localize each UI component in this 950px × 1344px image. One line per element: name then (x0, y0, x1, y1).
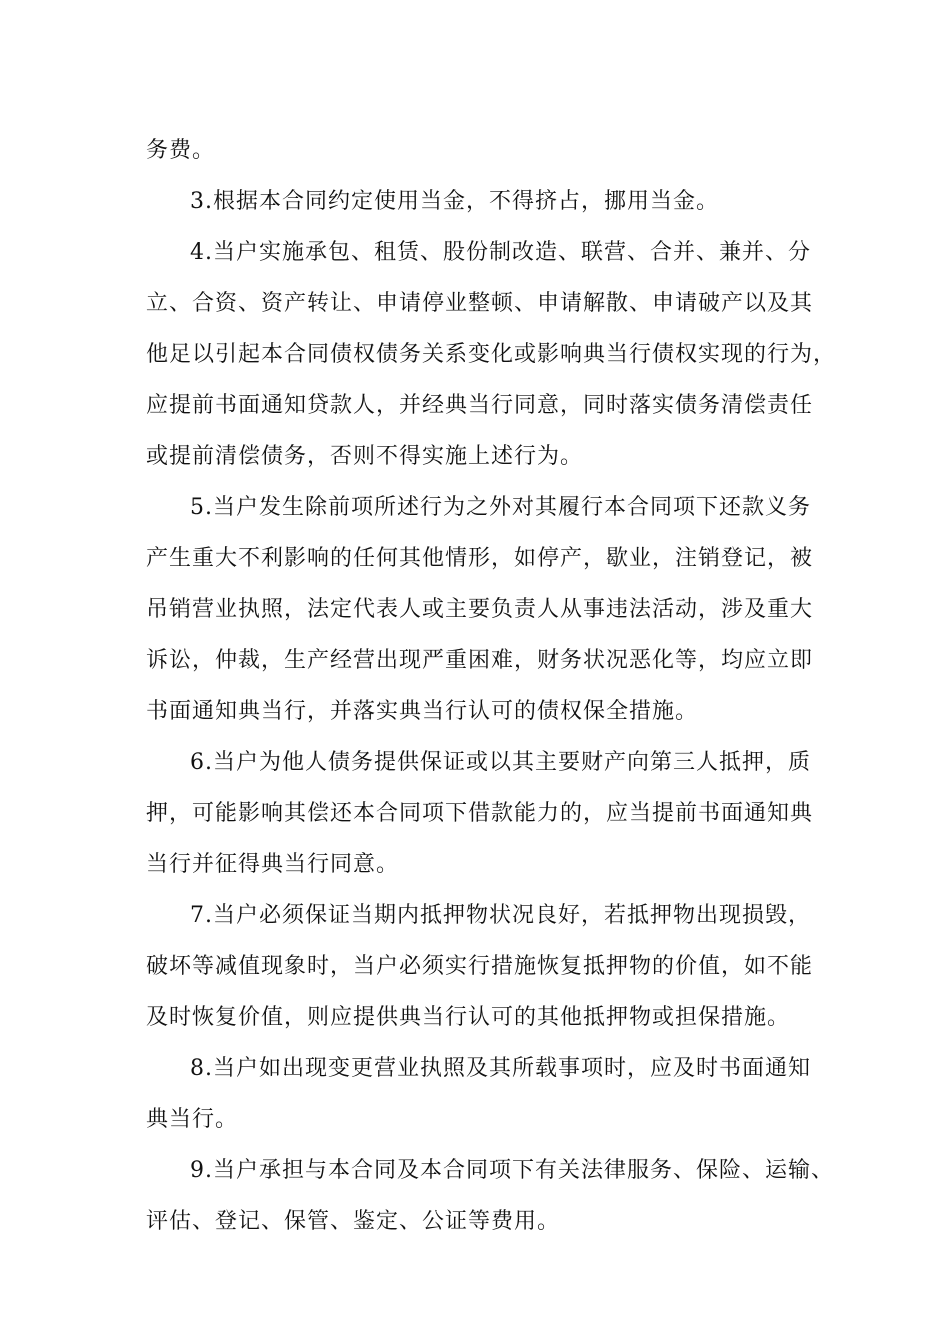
text-line: 6.当户为他人债务提供保证或以其主要财产向第三人抵押，质 (190, 750, 811, 775)
text-line: 3.根据本合同约定使用当金，不得挤占，挪用当金。 (190, 189, 719, 214)
text-line: 诉讼，仲裁，生产经营出现严重困难，财务状况恶化等，均应立即 (146, 648, 814, 673)
clause-5 (146, 482, 812, 737)
text-line: 破坏等减值现象时，当户必须实行措施恢复抵押物的价值，如不能 (146, 954, 814, 979)
text-line: 应提前书面通知贷款人，并经典当行同意，同时落实债务清偿责任 (146, 393, 814, 418)
clause-3 (146, 176, 812, 227)
text-line: 典当行。 (146, 1107, 239, 1132)
text-line: 押，可能影响其偿还本合同项下借款能力的，应当提前书面通知典 (146, 801, 814, 826)
text-line: 评估、登记、保管、鉴定、公证等费用。 (146, 1209, 561, 1234)
text-line: 4.当户实施承包、租赁、股份制改造、联营、合并、兼并、分 (190, 240, 811, 265)
clause-6 (146, 737, 812, 890)
text-line: 立、合资、资产转让、申请停业整顿、申请解散、申请破产以及其 (146, 291, 814, 316)
text-line: 或提前清偿债务，否则不得实施上述行为。 (146, 444, 584, 469)
text-line: 当行并征得典当行同意。 (146, 852, 400, 877)
text-line: 产生重大不利影响的任何其他情形，如停产，歇业，注销登记，被 (146, 546, 814, 571)
text-line: 吊销营业执照，法定代表人或主要负责人从事违法活动，涉及重大 (146, 597, 814, 622)
document-body (146, 125, 837, 1247)
text-line: 及时恢复价值，则应提供典当行认可的其他抵押物或担保措施。 (146, 1005, 791, 1030)
clause-9 (146, 1145, 834, 1247)
text-line: 9.当户承担与本合同及本合同项下有关法律服务、保险、运输、 (190, 1158, 834, 1183)
paragraph-continuation (146, 125, 812, 176)
text-line: 书面通知典当行，并落实典当行认可的债权保全措施。 (146, 699, 699, 724)
text-line: 7.当户必须保证当期内抵押物状况良好，若抵押物出现损毁， (190, 903, 811, 928)
text-line: 5.当户发生除前项所述行为之外对其履行本合同项下还款义务 (190, 495, 811, 520)
clause-8 (146, 1043, 812, 1145)
text-line: 8.当户如出现变更营业执照及其所载事项时，应及时书面通知 (190, 1056, 811, 1081)
clause-4 (146, 227, 837, 482)
text-line: 务费。 (146, 138, 216, 163)
text-line: 他足以引起本合同债权债务关系变化或影响典当行债权实现的行为， (146, 342, 837, 367)
clause-7 (146, 890, 812, 1043)
